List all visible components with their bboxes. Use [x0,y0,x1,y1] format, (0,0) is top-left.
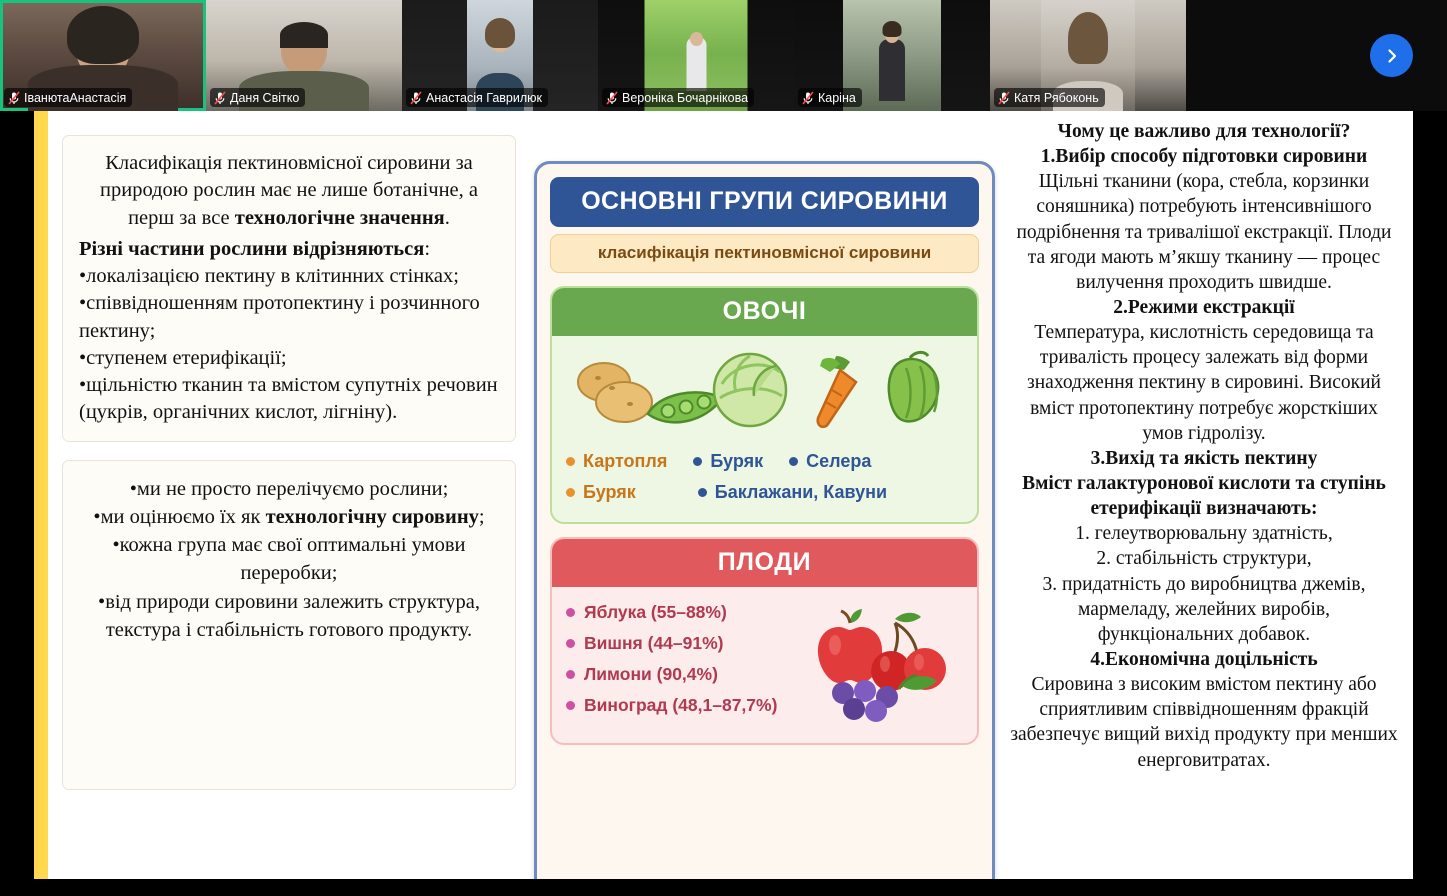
list-item: Виноград (48,1–87,7%) [566,690,797,721]
participant-tile[interactable] [990,0,1186,111]
right-paragraph: 2. стабільність структури, [1096,548,1312,570]
bullet-item: •локалізацією пектину в клітинних стінках; [79,265,459,287]
vegetables-illustration [552,336,977,440]
bullet-dot-icon [566,608,575,617]
participant-tile[interactable] [598,0,794,111]
right-letterbox [1413,111,1447,896]
left-letterbox [0,111,34,896]
participant-name: Каріна [818,90,856,105]
intro-end: . [444,206,450,229]
participant-name: ІванютаАнастасія [24,90,127,105]
right-paragraph: Вміст галактуронової кислоти та ступінь етерифікації визначають: [1022,472,1386,520]
participant-name-badge [406,88,548,107]
right-subheading: 2.Режими екстракції [1113,296,1295,318]
slide-accent-bar [34,111,48,879]
right-subheading: 1.Вибір способу підготовки сировини [1040,146,1368,168]
summary-line-bold: технологічну сировину [265,505,479,528]
vegetables-card [550,286,979,524]
right-paragraph: Температура, кислотність середовища та тривалість процесу залежать від форми знаходження пектину в сировині. Високий вміст протопектину потребує жорсткіших умов гідролізу. [1027,322,1381,444]
bullet-dot-icon [566,457,575,466]
participant-tile[interactable] [206,0,402,111]
summary-line-suffix: ; [478,505,485,528]
bullet-dot-icon [566,670,575,679]
fruits-list [566,597,797,727]
participant-tile[interactable] [0,0,206,111]
bullet-item: •щільністю тканин та вмістом супутніх речовин (цукрів, органічних кислот, лігніну). [79,374,498,424]
summary-panel [62,460,516,790]
mic-muted-icon [998,91,1010,105]
participant-name: Анастасія Гаврилюк [426,90,542,105]
bullet-item: •ступенем етерифікації; [79,346,287,369]
mic-muted-icon [410,91,422,105]
list-item: Селера [789,451,871,472]
shared-slide [34,111,1413,879]
intro-text: Класифікація пектиновмісної сировини за природою рослин має не лише ботанічне, а перш за все [100,152,478,229]
summary-line: •кожна група має свої оптимальні умови переробки; [112,534,466,585]
participant-name-badge [798,88,862,107]
participant-name: Даня Світко [230,90,300,105]
participant-name: Вероніка Бочарнікова [622,90,749,105]
list-item: Лимони (90,4%) [566,659,797,690]
infographic-title: ОСНОВНІ ГРУПИ СИРОВИНИ [550,177,979,227]
left-column [62,135,516,790]
participant-name-badge [994,88,1105,107]
vegetables-row [566,446,963,477]
bullet-dot-icon [566,488,575,497]
intro-paragraph [79,150,499,232]
vegetables-row [566,477,963,508]
right-subheading: 3.Вихід та якість пектину [1090,447,1318,469]
cucumber-icon [870,346,966,438]
participant-name-badge [602,88,754,107]
participant-name-badge [4,88,132,107]
bullet-dot-icon [566,701,575,710]
fruits-body [552,587,977,743]
right-paragraph: 3. придатність до виробництва джемів, мармеладу, желейних виробів, функціональних добавок. [1042,573,1366,645]
fruits-card [550,537,979,745]
classification-panel [62,135,516,442]
vegetables-list [552,440,977,522]
summary-line-prefix: •ми оцінюємо їх як [93,505,266,528]
summary-line: •ми не просто перелічуємо рослини; [129,477,449,500]
list-item: Яблука (55–88%) [566,597,797,628]
list-item: Вишня (44–91%) [566,628,797,659]
infographic-subtitle: класифікація пектиновмісної сировини [550,234,979,273]
bullet-dot-icon [693,457,702,466]
participant-tile[interactable] [794,0,990,111]
right-paragraph: 1. гелеутворювальну здатність, [1075,523,1333,545]
right-paragraph: Щільні тканини (кора, стебла, корзинки соняшника) потребують інтенсивнішого подрібнення та тривалішої екстракції. Плоди та ягоди мають м’якшу тканину — процес вилучення проходить швидше. [1016,171,1392,293]
participant-name: Катя Рябоконь [1014,90,1099,105]
mic-muted-icon [8,91,20,105]
next-participants-button[interactable] [1370,34,1413,77]
fruits-illustration [803,597,963,727]
right-paragraph: Сировина з високим вмістом пектину або сприятливим співвідношенням фракцій забезпечує вищий вихід продукту при менших енерговитратах. [1010,674,1398,771]
subhead [79,236,499,263]
intro-bold: технологічне значення [234,206,445,229]
right-subheading: 4.Економічна доцільність [1090,648,1318,670]
participant-filmstrip [0,0,1447,111]
list-item: Буряк [693,451,763,472]
fruits-title: ПЛОДИ [552,539,977,587]
right-column [1008,119,1400,773]
right-heading: Чому це важливо для технології? [1057,121,1351,142]
summary-line: •від природи сировини залежить структура, текстура і стабільність готового продукту. [98,590,480,641]
infographic-card [534,161,995,879]
cabbage-icon [702,344,798,430]
vegetables-title: ОВОЧІ [552,288,977,336]
list-item: Картопля [566,451,667,472]
subhead-text: Різні частини рослини відрізняються [79,237,425,260]
bullet-item: •співвідношенням протопектину і розчинного пектину; [79,292,480,342]
bullet-dot-icon [789,457,798,466]
chevron-right-icon [1384,48,1400,64]
list-item: Баклажани, Кавуни [698,482,887,503]
mic-muted-icon [606,91,618,105]
bottom-letterbox [0,879,1447,896]
bullet-dot-icon [698,488,707,497]
participant-tile[interactable] [402,0,598,111]
subhead-colon: : [424,237,431,260]
mic-muted-icon [214,91,226,105]
summary-line [79,503,499,531]
bullet-dot-icon [566,639,575,648]
slide-content [48,111,1413,879]
participant-name-badge [210,88,305,107]
mic-muted-icon [802,91,814,105]
list-item: Буряк [566,482,636,503]
